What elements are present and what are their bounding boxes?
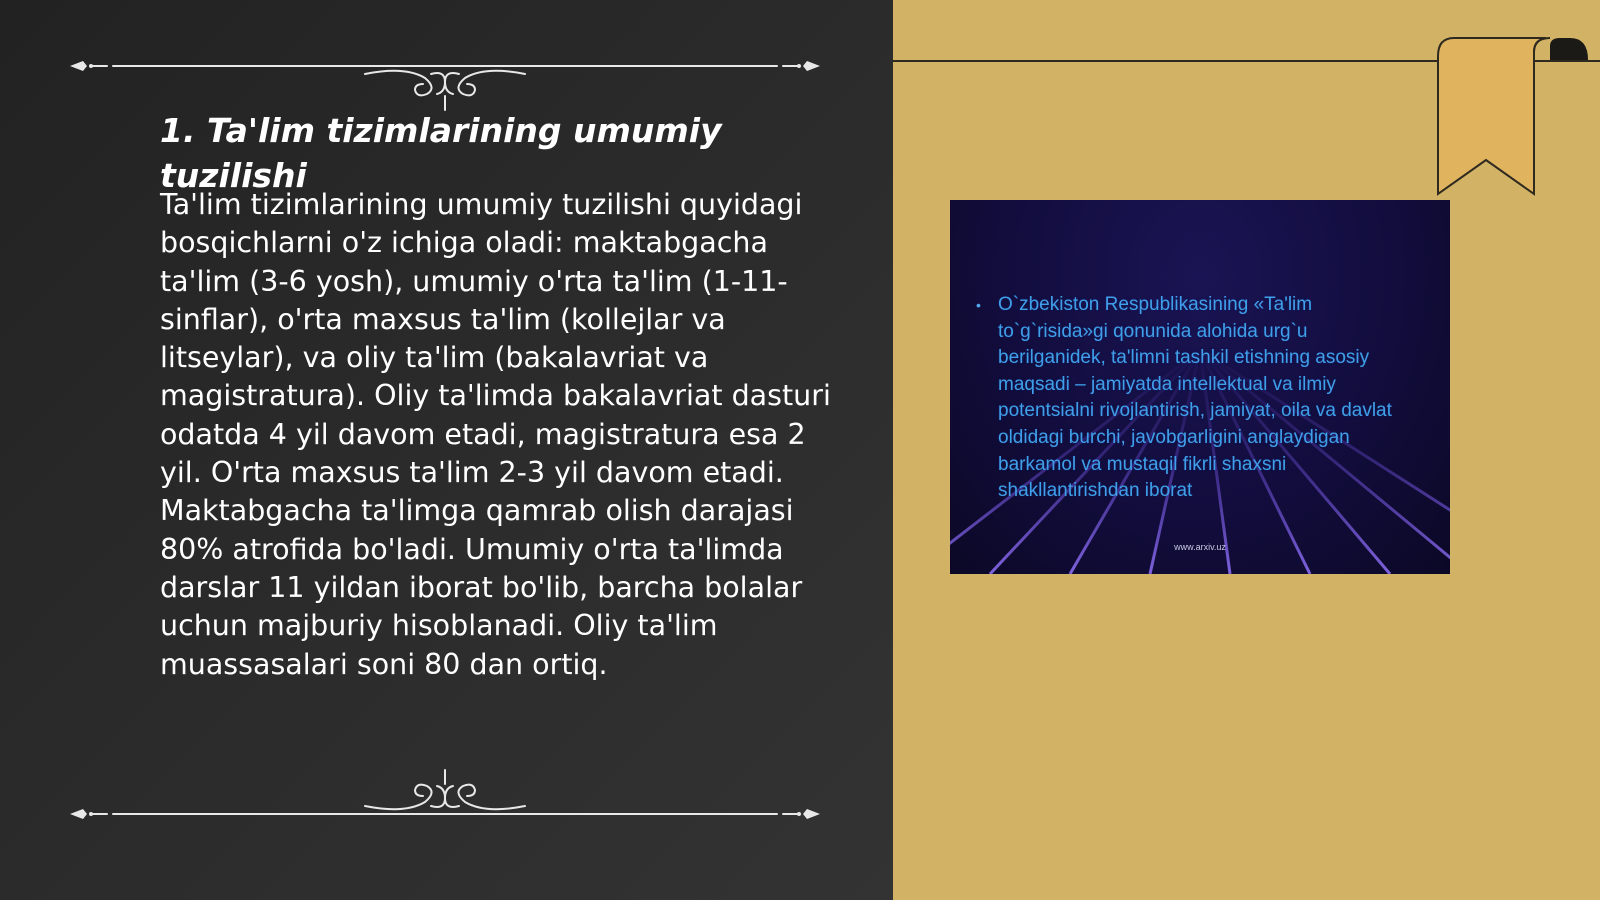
card-bullet-item (976, 292, 1416, 505)
slide-body-text: Ta'lim tizimlarining umumiy tuzilishi quyidagi bosqichlarni o'z ichiga oladi: maktabgacha ta'lim (3-6 yosh), umumiy o'rta ta'lim (1-11-sinflar), o'rta maxsus ta'lim (kollejlar va litseylar), va oliy ta'lim (bakalavriat va magistratura). Oliy ta'limda bakalavriat dasturi odatda 4 yil davom etadi, magistratura esa 2 yil. O'rta maxsus ta'lim 2-3 yil davom etadi. Maktabgacha ta'limga qamrab olish darajasi 80% atrofida bo'ladi. Umumiy o'rta ta'limda darslar 11 yildan iborat bo'lib, barcha bolalar uchun majburiy hisoblanadi. Oliy ta'lim muassasalari soni 80 dan ortiq. (160, 188, 831, 681)
card-bullet-text: O`zbekiston Respublikasining «Ta'lim to`g`risida»gi qonunida alohida urg`u berilganidek, ta'limni tashkil etishning asosiy maqsadi – jamiyatda intellektual va ilmiy potentsialni rivojlantirish, jamiyat, oila va davlat oldidagi burchi, javobgarligini anglaydigan barkamol va mustaqil fikrli shaxsni shakllantirishdan iborat (998, 294, 1392, 502)
embedded-slide-image (950, 200, 1450, 574)
bullet-point-icon: • (976, 297, 981, 313)
top-flourish-divider-icon (65, 52, 825, 112)
bottom-flourish-divider-icon (65, 768, 825, 828)
card-source-url: www.arxiv.uz (1174, 542, 1226, 552)
slide-title: 1. Ta'lim tizimlarining umumiy tuzilishi (160, 111, 722, 195)
bookmark-ribbon-icon (1430, 34, 1590, 204)
